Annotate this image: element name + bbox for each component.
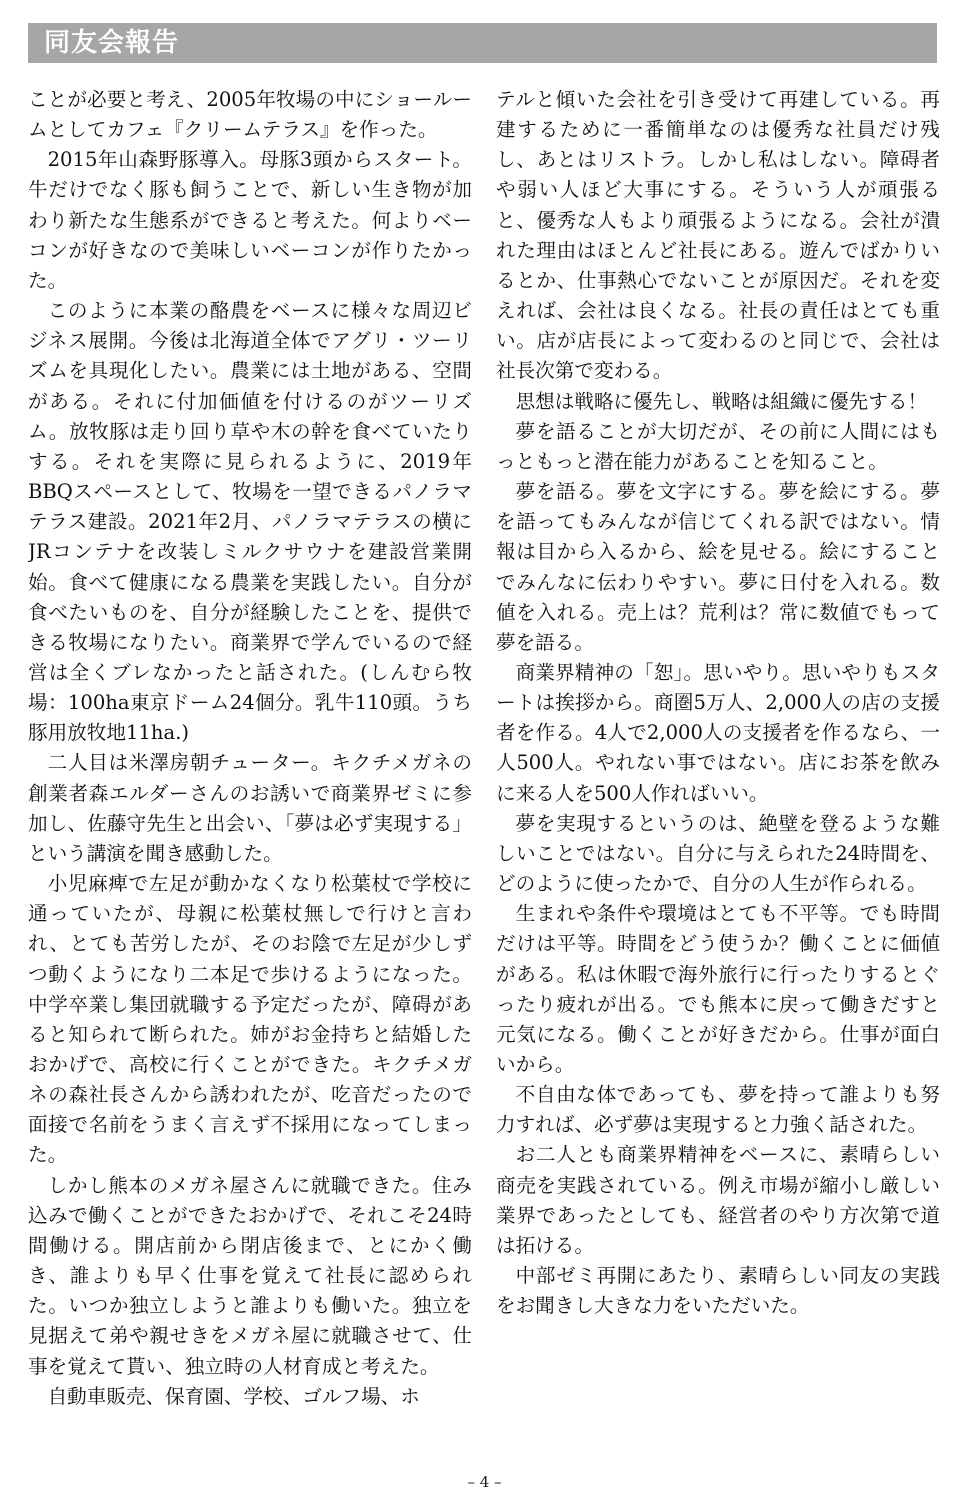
paragraph: このように本業の酪農をベースに様々な周辺ビジネス展開。今後は北海道全体でアグリ・ツーリズムを具現化したい。農業には土地がある、空間がある。それに付加価値を付けるのがツーリズム。放牧豚は走り回り草や木の幹を食べていたりする。それを実際に見られるように、2019年BBQスペースとして、牧場を一望できるパノラマテラス建設。2021年2月、パノラマテラスの横にJRコンテナを改装しミルクサウナを建設営業開始。食べて健康になる農業を実践したい。自分が食べたいものを、自分が経験したことを、提供できる牧場になりたい。商業界で学んでいるので経営は全くブレなかったと話された。(しんむら牧場：100ha東京ドーム24個分。乳牛110頭。うち豚用放牧地11ha.): [28, 299, 472, 745]
paragraph: お二人とも商業界精神をベースに、素晴らしい商売を実践されている。例え市場が縮小し厳しい業界であったとしても、経営者のやり方次第で道は拓ける。: [496, 1143, 940, 1257]
right-text-column: [496, 85, 940, 1321]
paragraph: 中部ゼミ再開にあたり、素晴らしい同友の実践をお聞きし大きな力をいただいた。: [496, 1264, 940, 1318]
paragraph: しかし熊本のメガネ屋さんに就職できた。住み込みで働くことができたおかげで、それこそ24時間働ける。開店前から閉店後まで、とにかく働き、誰よりも早く仕事を覚えて社長に認められた。いつか独立しようと誰よりも働いた。独立を見据えて弟や親せきをメガネ屋に就職させて、仕事を覚えて貰い、独立時の人材育成と考えた。: [28, 1173, 472, 1378]
section-header-bar: [28, 23, 937, 63]
paragraph: 生まれや条件や環境はとても不平等。でも時間だけは平等。時間をどう使うか？働くことに価値がある。私は休暇で海外旅行に行ったりするとぐったり疲れが出る。でも熊本に戻って働きだすと元気になる。働くことが好きだから。仕事が面白いから。: [496, 902, 940, 1076]
paragraph: テルと傾いた会社を引き受けて再建している。再建するために一番簡単なのは優秀な社員だけ残し、あとはリストラ。しかし私はしない。障碍者や弱い人ほど大事にする。そういう人が頑張ると、優秀な人もより頑張るようになる。会社が潰れた理由はほとんど社長にある。遊んでばかりいるとか、仕事熱心でないことが原因だ。それを変えれば、会社は良くなる。社長の責任はとても重い。店が店長によって変わるのと同じで、会社は社長次第で変わる。: [496, 88, 940, 383]
paragraph: 自動車販売、保育園、学校、ゴルフ場、ホ: [47, 1384, 420, 1408]
left-text-column: [28, 85, 472, 1412]
paragraph: 小児麻痺で左足が動かなくなり松葉杖で学校に通っていたが、母親に松葉杖無しで行けと言われ、とても苦労したが、そのお陰で左足が少しずつ動くようになり二本足で歩けるようになった。中学卒業し集団就職する予定だったが、障碍があると知られて断られた。姉がお金持ちと結婚したおかげで、高校に行くことができた。キクチメガネの森社長さんから誘われたが、吃音だったので面接で名前をうまく言えず不採用になってしまった。: [28, 872, 472, 1167]
paragraph: 夢を語ることが大切だが、その前に人間にはもっともっと潜在能力があることを知ること。: [496, 419, 940, 473]
paragraph: 2015年山森野豚導入。母豚3頭からスタート。牛だけでなく豚も飼うことで、新しい生き物が加わり新たな生態系ができると考えた。何よりベーコンが好きなので美味しいベーコンが作りたかった。: [28, 148, 472, 292]
section-title: 同友会報告: [44, 28, 180, 58]
paragraph: ことが必要と考え、2005年牧場の中にショールームとしてカフェ『クリームテラス』を作った。: [28, 88, 472, 142]
paragraph: 不自由な体であっても、夢を持って誰よりも努力すれば、必ず夢は実現すると力強く話された。: [496, 1083, 940, 1137]
page-number: – 4 –: [467, 1473, 502, 1491]
paragraph: 夢を実現するというのは、絶壁を登るような難しいことではない。自分に与えられた24時間を、どのように使ったかで、自分の人生が作られる。: [496, 811, 940, 896]
paragraph: 商業界精神の「恕」。思いやり。思いやりもスタートは挨拶から。商圏5万人、2,000人の店の支援者を作る。4人で2,000人の支援者を作るなら、一人500人。やれない事ではない。店にお茶を飲みに来る人を500人作ればいい。: [496, 660, 940, 805]
paragraph: 二人目は米澤房朝チューター。キクチメガネの創業者森エルダーさんのお誘いで商業界ゼミに参加し、佐藤守先生と出会い、「夢は必ず実現する」という講演を聞き感動した。: [28, 751, 472, 865]
paragraph: 夢を語る。夢を文字にする。夢を絵にする。夢を語ってもみんなが信じてくれる訳ではない。情報は目から入るから、絵を見せる。絵にすることでみんなに伝わりやすい。夢に日付を入れる。数値を入れる。売上は？荒利は？常に数値でもって夢を語る。: [496, 480, 940, 654]
paragraph: 思想は戦略に優先し、戦略は組織に優先する！: [515, 389, 928, 413]
